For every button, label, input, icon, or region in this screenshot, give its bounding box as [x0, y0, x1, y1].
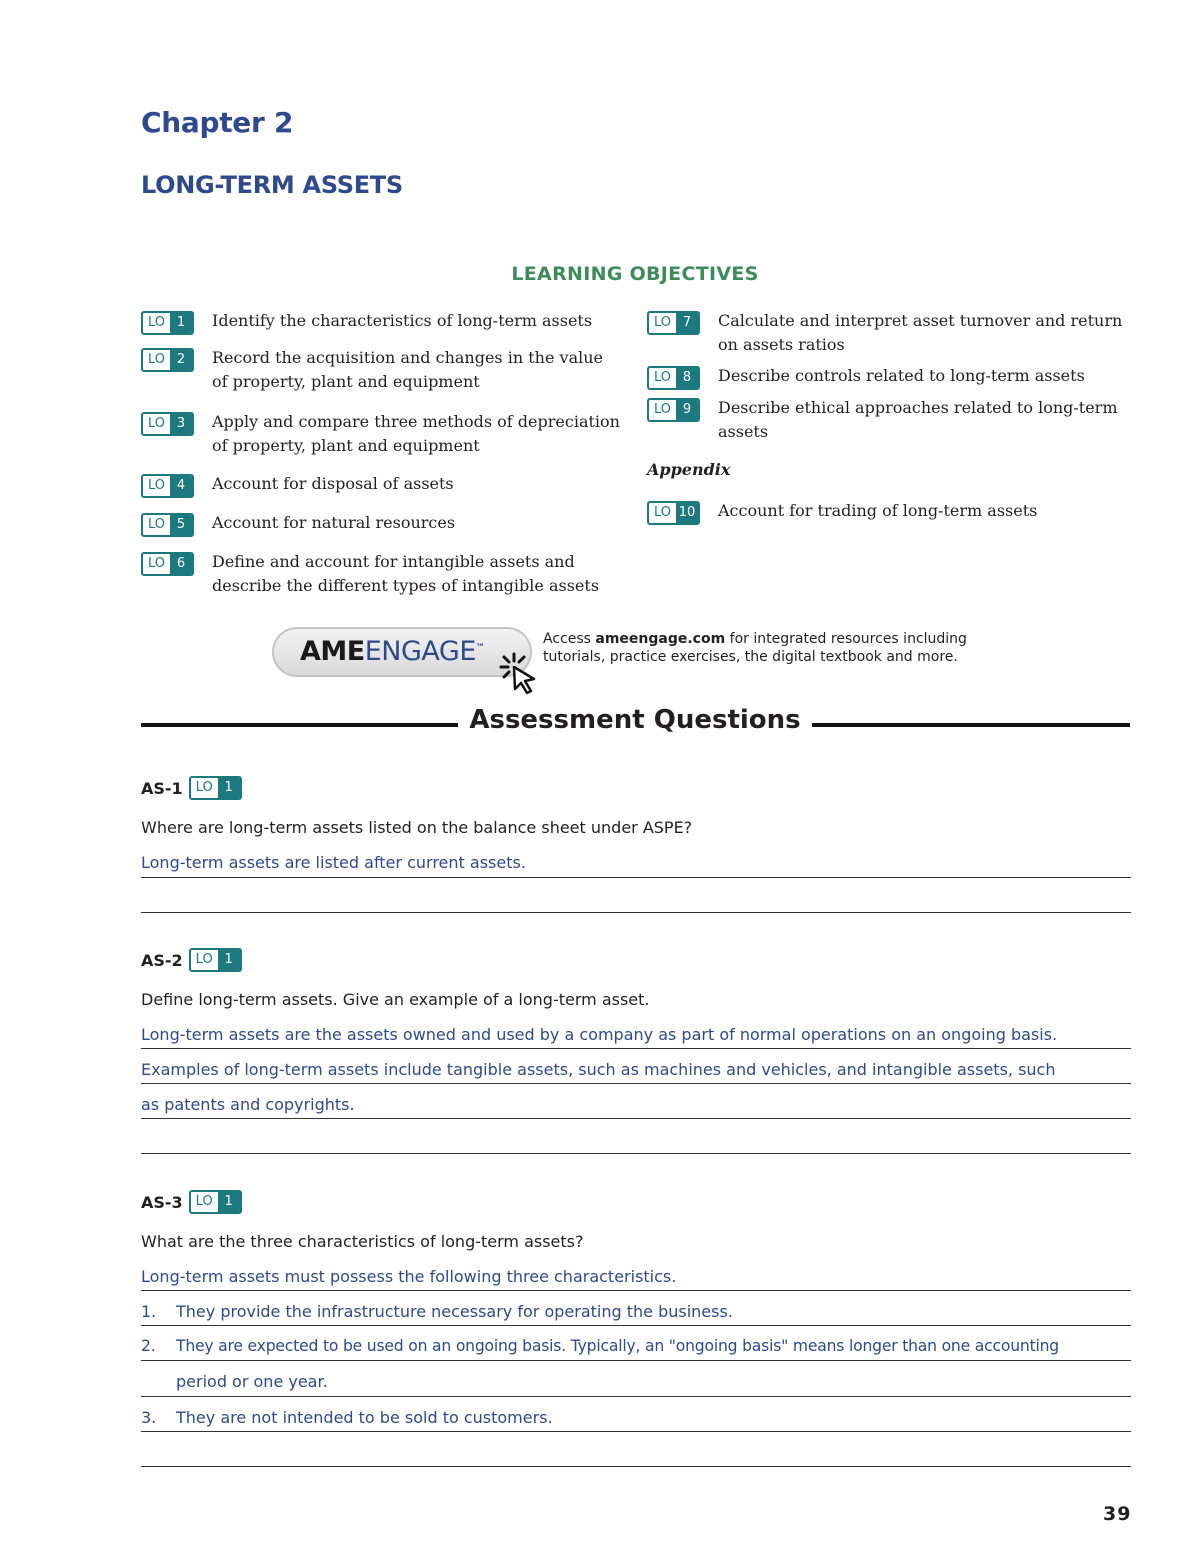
lo-text: Define and account for intangible assets and describe the different types of intangible assets [212, 552, 600, 595]
lo-badge: LO 9 [647, 398, 700, 422]
lo-item-2 [141, 348, 621, 394]
lo-badge: LO 1 [189, 776, 242, 800]
lo-item-7 [647, 311, 1137, 357]
lo-item-3 [141, 412, 621, 458]
question-label: AS-3 LO 1 [141, 1190, 242, 1214]
lo-badge: LO 4 [141, 474, 194, 498]
answer-rule [141, 1466, 1131, 1467]
question-label: AS-2 LO 1 [141, 948, 242, 972]
lo-text: Account for trading of long-term assets [718, 501, 1038, 520]
lo-badge: LO 3 [141, 412, 194, 436]
lo-badge: LO 1 [189, 948, 242, 972]
answer-list-item: 2. They are expected to be used on an ongoing basis. Typically, an "ongoing basis" means longer than one accounting [141, 1337, 1059, 1355]
assessment-questions-heading: Assessment Questions [469, 705, 801, 735]
answer-rule [141, 912, 1131, 913]
lo-text: Account for natural resources [212, 513, 456, 532]
lo-item-6 [141, 552, 621, 598]
ameengage-logo[interactable]: AMEENGAGE™ [300, 636, 485, 667]
lo-item-10 [647, 501, 1137, 525]
answer-rule [141, 1290, 1131, 1291]
answer-line: period or one year. [176, 1372, 328, 1391]
answer-rule [141, 1048, 1131, 1049]
question-label: AS-1 LO 1 [141, 776, 242, 800]
lo-badge: LO 1 [189, 1190, 242, 1214]
question-text: What are the three characteristics of long-term assets? [141, 1232, 584, 1251]
answer-rule [141, 1360, 1131, 1361]
answer-line: Long-term assets are listed after current assets. [141, 853, 526, 872]
heading-rule-right [812, 723, 1130, 727]
page-number: 39 [1103, 1503, 1132, 1525]
answer-line: Long-term assets must possess the following three characteristics. [141, 1267, 677, 1286]
ameengage-link[interactable]: ameengage.com [595, 631, 726, 647]
lo-text: Account for disposal of assets [212, 474, 454, 493]
lo-text: Record the acquisition and changes in the value of property, plant and equipment [212, 348, 603, 391]
lo-item-8 [647, 366, 1137, 390]
cursor-click-icon [494, 650, 542, 696]
lo-badge: LO 1 [141, 311, 194, 335]
lo-item-9 [647, 398, 1137, 444]
lo-text: Identify the characteristics of long-term assets [212, 311, 593, 330]
answer-list-item: 1. They provide the infrastructure necessary for operating the business. [141, 1302, 733, 1321]
answer-rule [141, 1083, 1131, 1084]
answer-rule [141, 877, 1131, 878]
learning-objectives-heading: LEARNING OBJECTIVES [511, 263, 759, 285]
answer-rule [141, 1431, 1131, 1432]
lo-text: Describe controls related to long-term assets [718, 366, 1085, 385]
lo-item-1 [141, 311, 621, 335]
answer-list-item: 3. They are not intended to be sold to customers. [141, 1408, 553, 1427]
lo-badge: LO 7 [647, 311, 700, 335]
answer-rule [141, 1325, 1131, 1326]
lo-text: Apply and compare three methods of depreciation of property, plant and equipment [212, 412, 620, 455]
chapter-subtitle: LONG-TERM ASSETS [141, 171, 403, 199]
answer-line: Long-term assets are the assets owned and used by a company as part of normal operations on an ongoing basis. [141, 1025, 1058, 1044]
appendix-label: Appendix [647, 460, 731, 479]
answer-line: Examples of long-term assets include tangible assets, such as machines and vehicles, and intangible assets, such [141, 1060, 1056, 1079]
lo-badge: LO 2 [141, 348, 194, 372]
lo-badge: LO 6 [141, 552, 194, 576]
answer-rule [141, 1396, 1131, 1397]
lo-badge: LO 10 [647, 501, 700, 525]
answer-rule [141, 1118, 1131, 1119]
answer-line: as patents and copyrights. [141, 1095, 355, 1114]
chapter-title: Chapter 2 [141, 106, 294, 139]
lo-text: Describe ethical approaches related to long-term assets [718, 398, 1118, 441]
ameengage-info-text: Access ameengage.com for integrated resources including tutorials, practice exercises, the digital textbook and more. [543, 631, 967, 665]
question-text: Where are long-term assets listed on the balance sheet under ASPE? [141, 818, 693, 837]
lo-badge: LO 5 [141, 513, 194, 537]
lo-text: Calculate and interpret asset turnover and return on assets ratios [718, 311, 1123, 354]
lo-item-4 [141, 474, 621, 498]
lo-item-5 [141, 513, 621, 537]
answer-rule [141, 1153, 1131, 1154]
question-text: Define long-term assets. Give an example of a long-term asset. [141, 990, 650, 1009]
lo-badge: LO 8 [647, 366, 700, 390]
